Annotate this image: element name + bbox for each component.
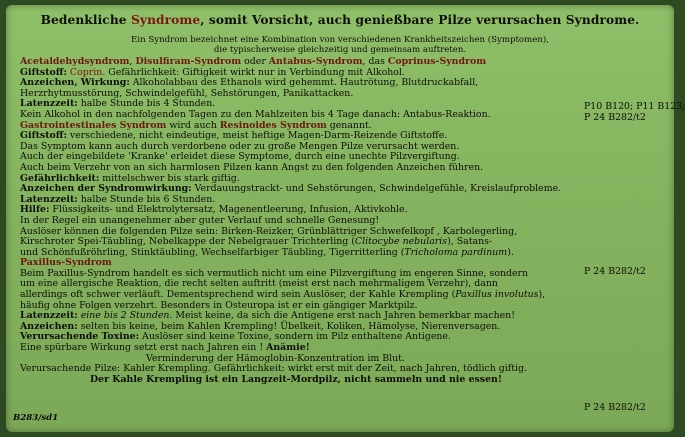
text-line: Anzeichen, Wirkung: Alkoholabbau des Ethanols wird gehemmt. Hautrötung, Blutdruckabfall, [20, 77, 479, 89]
text-line: häufig ohne Folgen verzehrt. Besonders in Osteuropa ist er ein gängiger Marktpilz. [20, 299, 418, 311]
text-line: und Schönfußröhrling, Stinktäubling, Wechselfarbiger Täubling, Tigerritterling (Tricholoma pardinum). [20, 246, 514, 258]
text-line: Eine spürbare Wirkung setzt erst nach Jahren ein ! Anämie! [20, 342, 310, 354]
title-text: Bedenkliche [40, 13, 131, 27]
text-line: Verursachende Pilze: Kahler Krempling. Gefährlichkeit: wirkt erst mit der Zeit, nach Jahren, tödlich giftig. [20, 363, 527, 375]
text-line: Gefährlichkeit: mittelschwer bis stark giftig. [20, 172, 240, 184]
text-line: Der Kahle Krempling ist ein Langzeit-Mordpilz, nicht sammeln und nie essen! [90, 373, 502, 385]
text-line: Verursachende Toxine: Auslöser sind keine Toxine, sondern im Pilz enthaltene Antigene. [20, 331, 451, 343]
page-code: B283/sd1 [13, 413, 59, 423]
text-line: Auch der eingebildete 'Kranke' erleidet diese Symptome, durch eine unechte Pilzvergiftung. [20, 151, 460, 163]
text-line: allerdings oft schwer verläuft. Dementsprechend wird sein Auslöser, der Kahle Krempling (Paxillus involutus), [20, 289, 546, 301]
reference-2: P 24 B282/t2 [584, 266, 646, 277]
intro-line: Ein Syndrom bezeichnet eine Kombination von verschiedenen Krankheitszeichen (Symptomen), [131, 35, 549, 45]
text-line: um eine allergische Reaktion, die recht selten auftritt (meist erst nach mehrmaligem Verzehr), dann [20, 278, 498, 290]
text-line: Beim Paxillus-Syndrom handelt es sich vermutlich nicht um eine Pilzvergiftung im engeren Sinne, sondern [20, 267, 529, 279]
document-page [6, 5, 685, 432]
reference-1: P10 B120; P11 B123; P 24 B282/t2 [584, 101, 685, 123]
section-heading-gastrointestinal: Gastrointestinales Syndrom wird auch Resinoides Syndrom genannt. [20, 119, 372, 131]
document-body [20, 57, 580, 385]
text-line: In der Regel ein unangenehmer aber guter Verlauf und schnelle Genesung! [20, 214, 380, 226]
text-line: Latenzzeit: eine bis 2 Stunden. Meist keine, da sich die Antigene erst nach Jahren bemerkbar machen! [20, 310, 515, 322]
section-heading-paxillus: Paxillus-Syndrom [20, 257, 112, 269]
text-line: Latenzzeit: halbe Stunde bis 4 Stunden. [20, 98, 216, 110]
text-line: Auslöser können die folgenden Pilze sein: Birken-Reizker, Grünblättriger Schwefelkopf , Karbolegerling, [20, 225, 518, 237]
text-line: Giftstoff: verschiedene, nicht eindeutige, meist heftige Magen-Darm-Reizende Giftstoffe. [20, 130, 448, 142]
text-line: Das Symptom kann auch durch verdorbene oder zu große Mengen Pilze verursacht werden. [20, 140, 460, 152]
text-line: Kirschroter Spei-Täubling, Nebelkappe der Nebelgrauer Trichterling (Clitocybe nebularis), Satans- [20, 236, 493, 248]
reference-3: P 24 B282/t2 [584, 402, 646, 413]
text-line: Hilfe: Flüssigkeits- und Elektrolytersatz, Magenentleerung, Infusion, Aktivkohle. [20, 204, 408, 216]
section-heading-acetaldehyd: Acetaldehydsyndrom, Disulfiram-Syndrom oder Antabus-Syndrom, das Coprinus-Syndrom [20, 56, 487, 67]
text-line: Anzeichen: selten bis keine, beim Kahlen Krempling! Übelkeit, Koliken, Hämolyse, Nierenversagen. [20, 320, 501, 332]
intro-text [6, 35, 674, 55]
title-text-end: , somit Vorsicht, auch genießbare Pilze verursachen Syndrome. [200, 13, 640, 27]
text-line: Giftstoff: Coprin. Gefährlichkeit: Giftigkeit wirkt nur in Verbindung mit Alkohol. [20, 66, 405, 78]
title-highlight: Syndrome [130, 13, 201, 27]
text-line: Anzeichen der Syndromwirkung: Verdauungstrackt- und Sehstörungen, Schwindelgefühle, Kreislaufprobleme. [20, 183, 562, 195]
text-line: Auch beim Verzehr von an sich harmlosen Pilzen kann Angst zu den folgenden Anzeichen führen. [20, 161, 484, 173]
text-line: Herzrhytmusstörung, Schwindelgefühl, Sehstörungen, Panikattacken. [20, 87, 354, 99]
text-line: Verminderung der Hämoglobin-Konzentration im Blut. [146, 352, 405, 364]
page-title [6, 13, 674, 27]
text-line: Kein Alkohol in den nachfolgenden Tagen zu den Mahlzeiten bis 4 Tage danach: Antabus-Reaktion. [20, 108, 491, 120]
text-line: Latenzzeit: halbe Stunde bis 6 Stunden. [20, 193, 216, 205]
intro-line: die typischerweise gleichzeitig und gemeinsam auftreten. [213, 45, 467, 55]
